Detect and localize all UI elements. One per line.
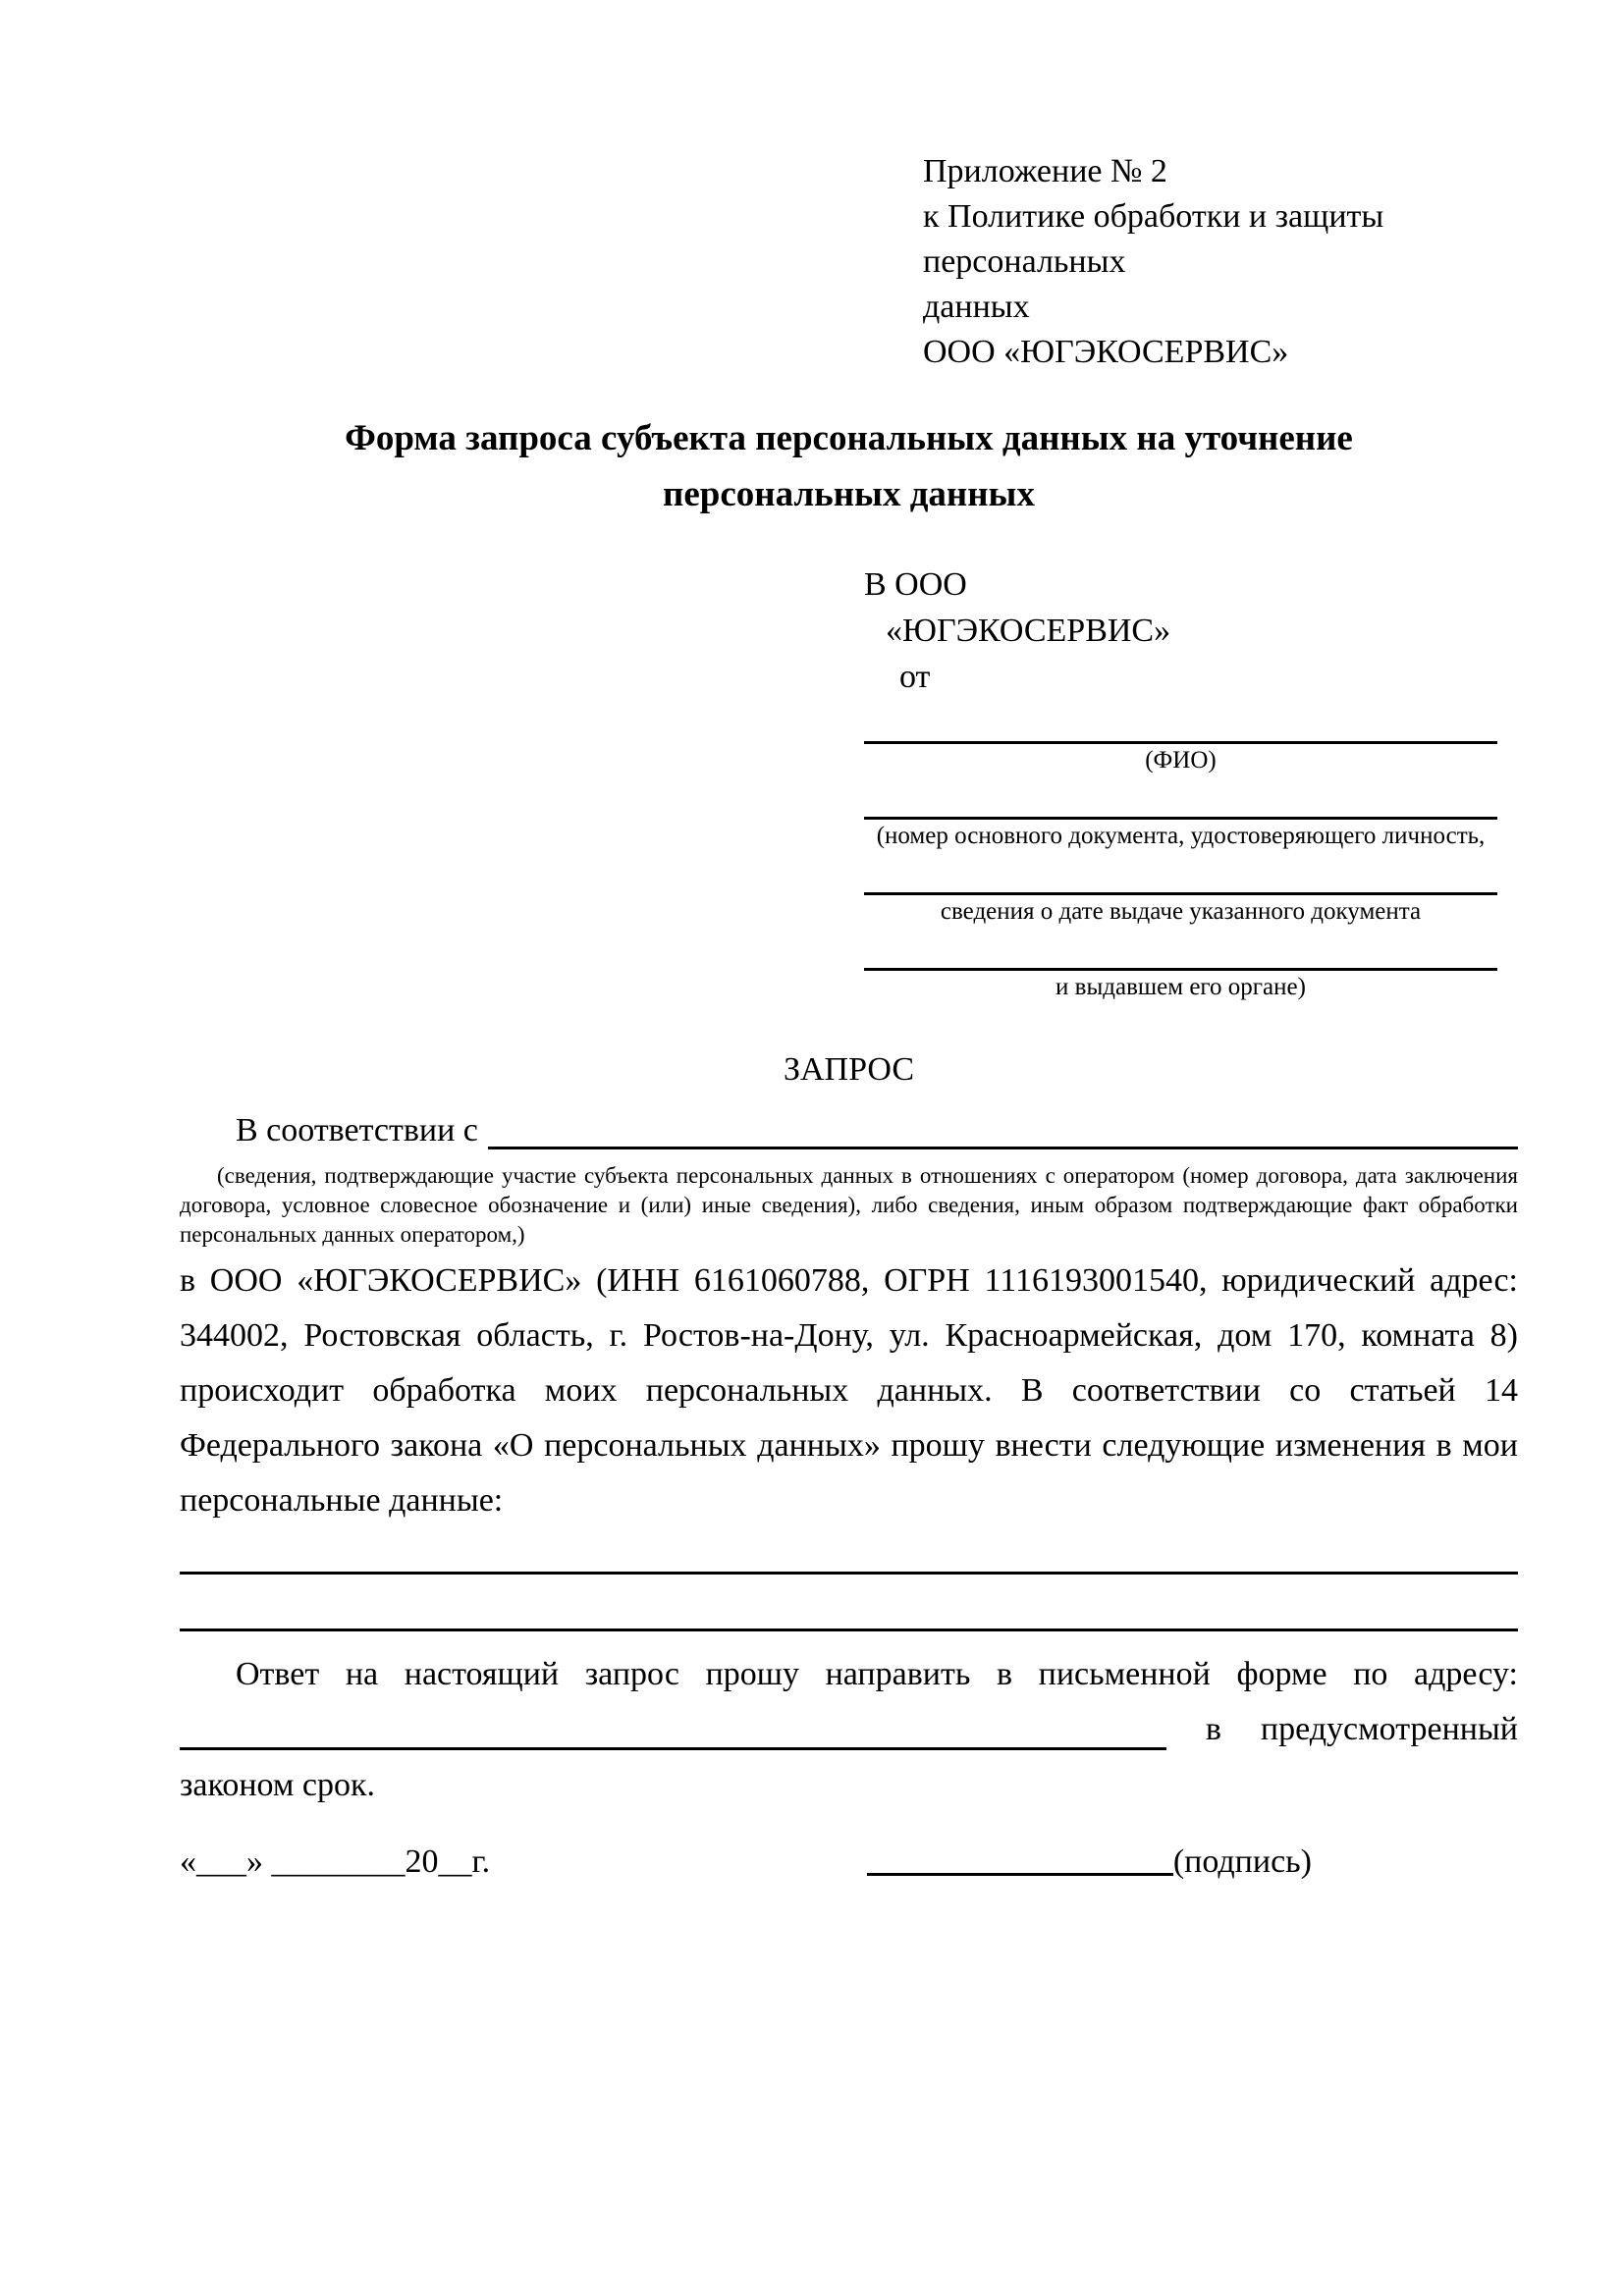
issuing-authority-caption: и выдавшем его органе) [1056, 974, 1306, 1000]
addressee-to-line-1: В ООО [864, 566, 967, 603]
document-number-caption: (номер основного документа, удостоверяющего личность, [876, 823, 1486, 849]
addressee-from-label: от [899, 659, 931, 695]
changes-underline-2 [180, 1629, 1518, 1631]
basis-underline [488, 1104, 1518, 1149]
request-body-paragraph: в ООО «ЮГЭКОСЕРВИС» (ИНН 6161060788, ОГРН 1116193001540, юридический адрес: 344002, Ростовская область, г. Ростов-на-Дону, ул. Красноармейская, дом 170, комната 8) происходит обработка моих персональных данных. В соответствии со статьей 14 Федерального закона «О персональных данных» прошу внести следующие изменения в мои персональные данные: [180, 1262, 1518, 1519]
changes-underline-1 [180, 1572, 1518, 1575]
reply-request-line: Ответ на настоящий запрос прошу направить в письменной форме по адресу: [236, 1656, 1518, 1692]
reply-term-line: законом срок. [180, 1767, 375, 1803]
reply-address-underline [180, 1702, 1166, 1750]
issue-date-field [864, 877, 1497, 927]
appendix-header-block [923, 149, 1518, 375]
fio-field [864, 725, 1497, 775]
date-signature-row [180, 1835, 1518, 1890]
fio-caption: (ФИО) [1145, 747, 1217, 774]
addressee-block [864, 561, 1497, 1002]
signature-underline [867, 1843, 1173, 1876]
issue-date-underline [864, 877, 1497, 895]
issue-date-caption: сведения о дате выдаче указанного документа [940, 898, 1422, 925]
appendix-number-line: Приложение № 2 [923, 153, 1167, 189]
reply-word-predusmotrennyj: предусмотренный [1260, 1711, 1518, 1747]
page-content [180, 0, 1518, 1890]
issuing-authority-underline [864, 952, 1497, 971]
request-heading: ЗАПРОС [783, 1051, 915, 1088]
document-title-line-2: персональных данных [663, 474, 1035, 514]
policy-reference-line-2: данных [923, 289, 1030, 325]
intro-row [180, 1104, 1518, 1157]
issuing-authority-field [864, 952, 1497, 1002]
reply-word-v: в [1205, 1711, 1221, 1747]
date-blank-text: «___» ________20__г. [180, 1843, 491, 1880]
basis-footnote: (сведения, подтверждающие участие субъекта персональных данных в отношениях с оператором (номер договора, дата заключения договора, условное словесное обозначение и (или) иные сведения), либо сведения, иным образом подтверждающие факт обработки персональных данных оператором,) [180, 1163, 1518, 1247]
signature-group [867, 1835, 1312, 1890]
document-number-field [864, 801, 1497, 851]
fio-underline [864, 725, 1497, 744]
document-title-line-1: Форма запроса субъекта персональных данных на уточнение [345, 418, 1353, 458]
document-number-underline [864, 801, 1497, 820]
policy-reference-line: к Политике обработки и защиты персональных [923, 198, 1384, 280]
reply-address-row [180, 1702, 1518, 1758]
addressee-to-line-2: «ЮГЭКОСЕРВИС» [886, 613, 1171, 649]
company-name-line: ООО «ЮГЭКОСЕРВИС» [923, 334, 1289, 370]
intro-prefix-text: В соответствии с [236, 1112, 478, 1148]
document-title [180, 410, 1518, 522]
signature-caption: (подпись) [1172, 1843, 1312, 1880]
